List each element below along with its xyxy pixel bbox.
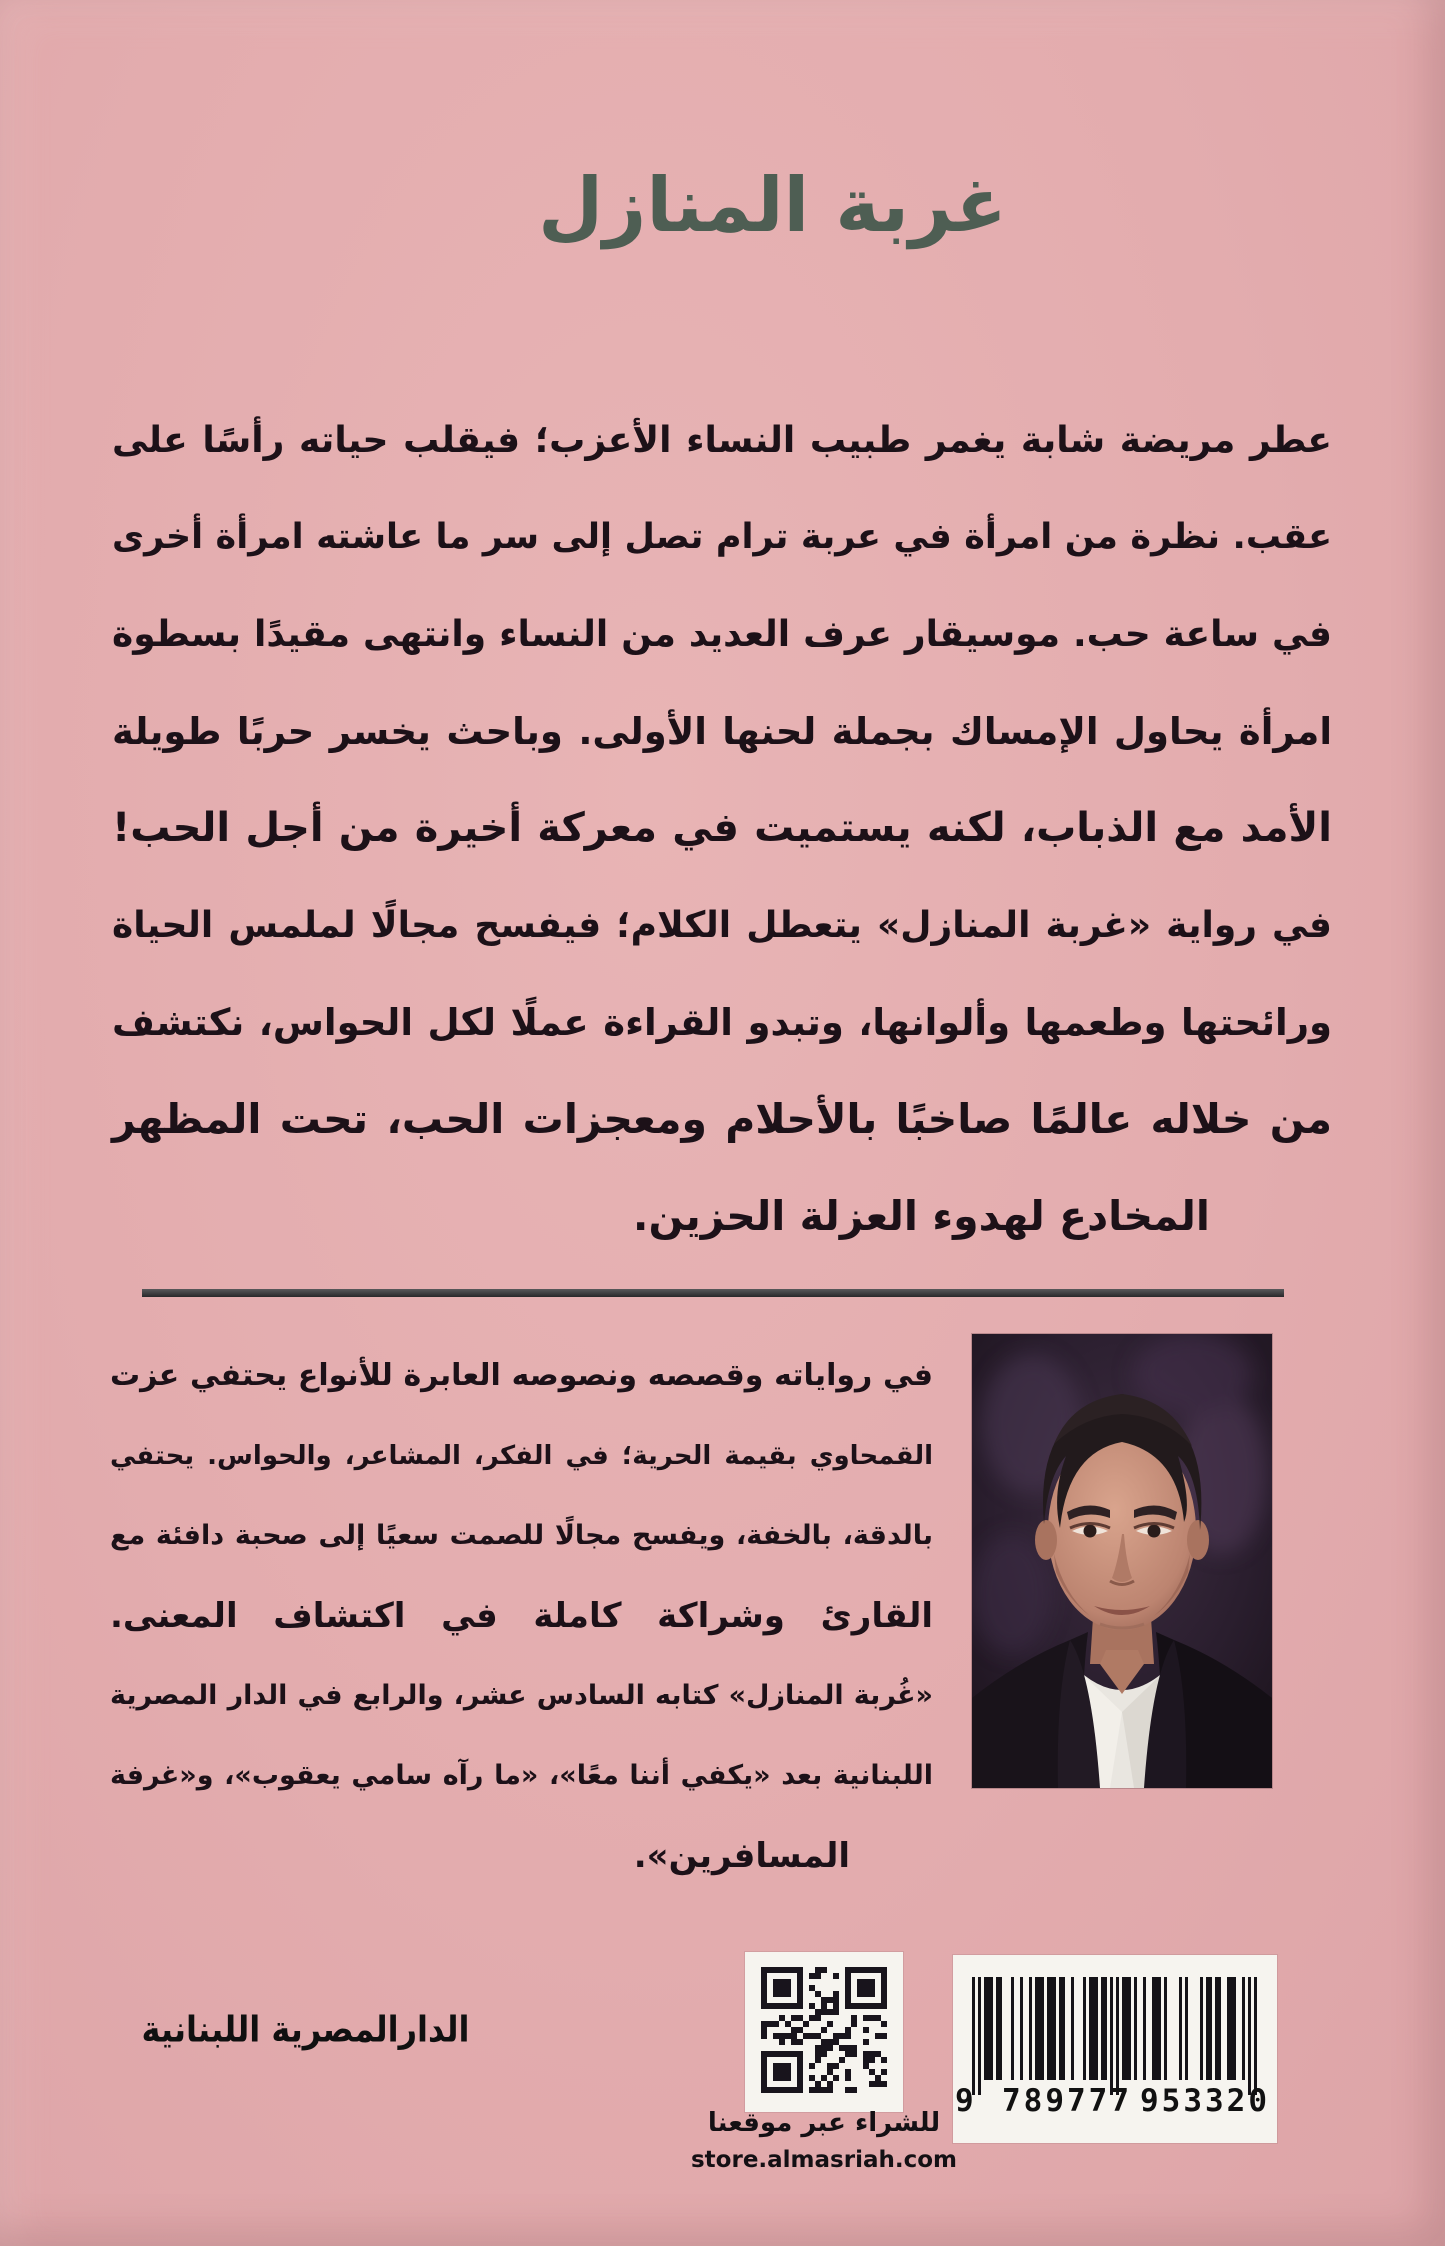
qr-caption-arabic: للشراء عبر موقعنا xyxy=(707,2108,941,2138)
store-url: store.almasriah.com xyxy=(690,2147,957,2173)
synopsis-block xyxy=(112,392,1332,1265)
barcode-panel xyxy=(953,1955,1277,2143)
barcode-digits xyxy=(953,2079,1277,2123)
author-portrait-illustration xyxy=(972,1334,1272,1788)
bio-line: «غُربة المنازل» كتابه السادس عشر، والرابع في الدار المصرية xyxy=(110,1680,933,1711)
barcode-digit-group: 789777 xyxy=(1002,2083,1132,2119)
bio-line: بالدقة، بالخفة، ويفسح مجالًا للصمت سعيًا إلى صحبة دافئة مع xyxy=(110,1520,933,1551)
bio-line: اللبنانية بعد «يكفي أننا معًا»، «ما رآه سامي يعقوب»، و«غرفة xyxy=(110,1760,933,1791)
synopsis-line: عقب. نظرة من امرأة في عربة ترام تصل إلى سر ما عاشته امرأة أخرى xyxy=(112,517,1332,557)
bio-line: القارئ وشراكة كاملة في اكتشاف المعنى. xyxy=(110,1596,933,1636)
synopsis-line: عطر مريضة شابة يغمر طبيب النساء الأعزب؛ فيقلب حياته رأسًا على xyxy=(112,420,1332,461)
barcode-digit-group: 953320 xyxy=(1140,2083,1270,2119)
synopsis-line: ورائحتها وطعمها وألوانها، وتبدو القراءة عملًا لكل الحواس، نكتشف xyxy=(112,1001,1332,1044)
synopsis-line: امرأة يحاول الإمساك بجملة لحنها الأولى. وباحث يخسر حربًا طويلة xyxy=(112,710,1332,753)
synopsis-line: في ساعة حب. موسيقار عرف العديد من النساء وانتهى مقيدًا بسطوة xyxy=(112,614,1332,655)
bio-line: في رواياته وقصصه ونصوصه العابرة للأنواع يحتفي عزت xyxy=(110,1358,933,1393)
publisher-logo: الدارالمصرية اللبنانية xyxy=(141,2007,470,2051)
author-photo xyxy=(972,1334,1272,1788)
qr-caption xyxy=(690,2104,958,2178)
qr-code-panel xyxy=(745,1952,903,2112)
book-title: غربة المنازل xyxy=(538,161,1007,249)
qr-code xyxy=(761,1967,887,2093)
barcode-digit-group: 9 xyxy=(955,2083,974,2119)
synopsis-line: في رواية «غربة المنازل» يتعطل الكلام؛ فيفسح مجالًا لملمس الحياة xyxy=(112,905,1332,946)
bio-line-last: المسافرين». xyxy=(633,1836,850,1876)
synopsis-line: الأمد مع الذباب، لكنه يستميت في معركة أخيرة من أجل الحب! xyxy=(112,805,1332,851)
synopsis-line-last: المخادع لهدوء العزلة الحزين. xyxy=(632,1192,1210,1240)
synopsis-line: من خلاله عالمًا صاخبًا بالأحلام ومعجزات الحب، تحت المظهر xyxy=(112,1095,1332,1143)
divider-rule xyxy=(142,1289,1284,1297)
author-bio-block xyxy=(110,1336,933,1896)
bio-line: القمحاوي بقيمة الحرية؛ في الفكر، المشاعر، والحواس. يحتفي xyxy=(110,1441,933,1471)
